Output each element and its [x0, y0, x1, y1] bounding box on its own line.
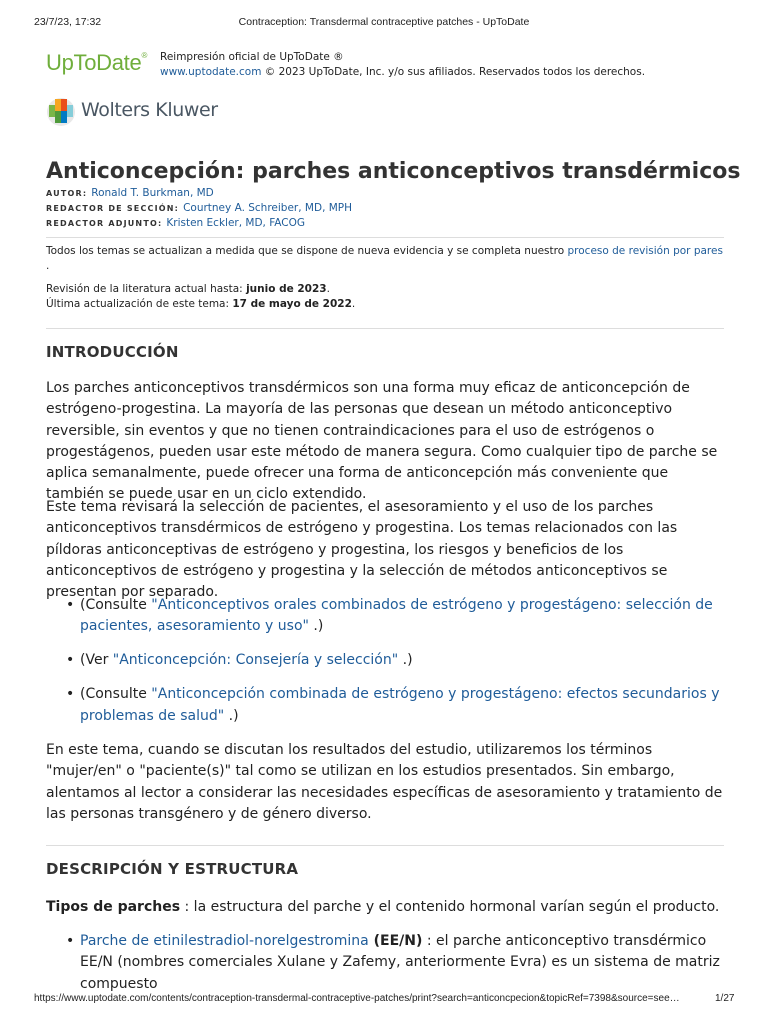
list-item: • (Consulte "Anticoncepción combinada de estrógeno y progestágeno: efectos secundarios y problemas de salud" .): [66, 684, 726, 727]
reprint-notice: [160, 50, 645, 80]
wolters-kluwer-wordmark: Wolters Kluwer: [81, 99, 218, 121]
print-footer: [0, 993, 768, 1007]
ee-n-patch-link[interactable]: Parche de etinilestradiol-norelgestromina: [80, 933, 369, 949]
topic-title: Anticoncepción: parches anticonceptivos transdérmicos: [46, 159, 741, 184]
intro-paragraph-1: Los parches anticonceptivos transdérmicos son una forma muy eficaz de anticoncepción de estrógeno-progestina. La mayoría de las personas que desean un método anticonceptivo reversible, sin eventos y que no tienen contraindicaciones para el uso de estrógenos o progestágenos, pueden usar este método de manera segura. Como cualquier tipo de parche se aplica semanalmente, puede ofrecer una forma de anticoncepción más conveniente que también se puede usar en un ciclo extendido.: [46, 380, 718, 503]
contributor-row-section-editor: [46, 201, 726, 216]
wolters-kluwer-mark-icon: [46, 97, 76, 127]
topic-title-container: [46, 154, 741, 184]
divider: [46, 845, 724, 846]
peer-review-link[interactable]: proceso de revisión por pares: [567, 245, 723, 257]
copyright-text: © 2023 UpToDate, Inc. y/o sus afiliados. Reservados todos los derechos.: [261, 66, 646, 78]
update-notice: Todos los temas se actualizan a medida que se dispone de nueva evidencia y se completa nuestro proceso de revisión por pares .: [46, 245, 723, 272]
list-item: • Parche de etinilestradiol-norelgestromina (EE/N) : el parche anticonceptivo transdérmico EE/N (nombres comerciales Xulane y Zafemy, anteriormente Evra) es un sistema de matriz compuesto: [66, 931, 726, 995]
print-page-title: Contraception: Transdermal contraceptive patches - UpToDate: [238, 16, 530, 28]
print-datetime: 23/7/23, 17:32: [34, 16, 102, 28]
related-topic-link[interactable]: "Anticoncepción: Consejería y selección": [112, 652, 399, 669]
contributor-name-link[interactable]: Kristen Eckler, MD, FACOG: [166, 217, 306, 229]
related-topic-link[interactable]: "Anticoncepción combinada de estrógeno y progestágeno: efectos secundarios y problemas de salud": [80, 686, 720, 724]
literature-review-date: Revisión de la literatura actual hasta: junio de 2023.: [46, 283, 330, 295]
intro-paragraph-2: Este tema revisará la selección de pacientes, el asesoramiento y el uso de los parches anticonceptivos transdérmicos de estrógeno y progestina. Los temas relacionados con las píldoras anticonceptivas de estrógeno y progestina, los riesgos y beneficios de los anticonceptivos de estrógeno y progestina y la selección de métodos anticonceptivos se presentan por separado.: [46, 499, 678, 601]
reprint-line: Reimpresión oficial de UpToDate ®: [160, 51, 344, 63]
last-updated-date: Última actualización de este tema: 17 de mayo de 2022.: [46, 298, 356, 310]
related-topics-list: [66, 595, 726, 727]
contributor-role: AUTOR:: [46, 189, 88, 198]
page-number: 1/27: [715, 993, 735, 1004]
brand-block: [46, 50, 726, 80]
patch-types-paragraph: Tipos de parches : la estructura del parche y el contenido hormonal varían según el producto.: [46, 899, 720, 915]
section-heading-introduction: INTRODUCCIÓN: [46, 343, 179, 361]
patch-types-list: [66, 931, 726, 992]
divider: [46, 328, 724, 329]
intro-paragraph-3: En este tema, cuando se discutan los resultados del estudio, utilizaremos los términos "mujer/en" o "paciente(s)" tal como se utilizan en los estudios presentados. Sin embargo, alentamos al lector a considerar las necesidades específicas de asesoramiento y tratamiento de las personas transgénero y de género diverso.: [46, 742, 723, 822]
print-header: [0, 16, 768, 30]
contributor-row-deputy-editor: [46, 216, 726, 231]
related-topic-link[interactable]: "Anticonceptivos orales combinados de estrógeno y progestágeno: selección de pacientes, asesoramiento y uso": [80, 597, 713, 635]
contributor-name-link[interactable]: Ronald T. Burkman, MD: [91, 187, 214, 199]
print-url: https://www.uptodate.com/contents/contraception-transdermal-contraceptive-patches/print?search=anticoncpecion&topicRef=7398&source=see…: [34, 993, 680, 1004]
contributor-role: REDACTOR DE SECCIÓN:: [46, 204, 180, 213]
site-link[interactable]: www.uptodate.com: [160, 66, 262, 78]
contributor-row-author: [46, 186, 726, 201]
topic-meta: [46, 244, 726, 312]
contributors: [46, 186, 726, 231]
list-item: • (Ver "Anticoncepción: Consejería y selección" .): [66, 650, 726, 671]
list-item: • (Consulte "Anticonceptivos orales combinados de estrógeno y progestágeno: selección de pacientes, asesoramiento y uso" .): [66, 595, 726, 638]
contributor-name-link[interactable]: Courtney A. Schreiber, MD, MPH: [183, 202, 353, 214]
uptodate-logo[interactable]: UpToDate®: [46, 50, 148, 75]
section-heading-description: DESCRIPCIÓN Y ESTRUCTURA: [46, 860, 299, 878]
divider: [46, 237, 724, 238]
contributor-role: REDACTOR ADJUNTO:: [46, 219, 163, 228]
